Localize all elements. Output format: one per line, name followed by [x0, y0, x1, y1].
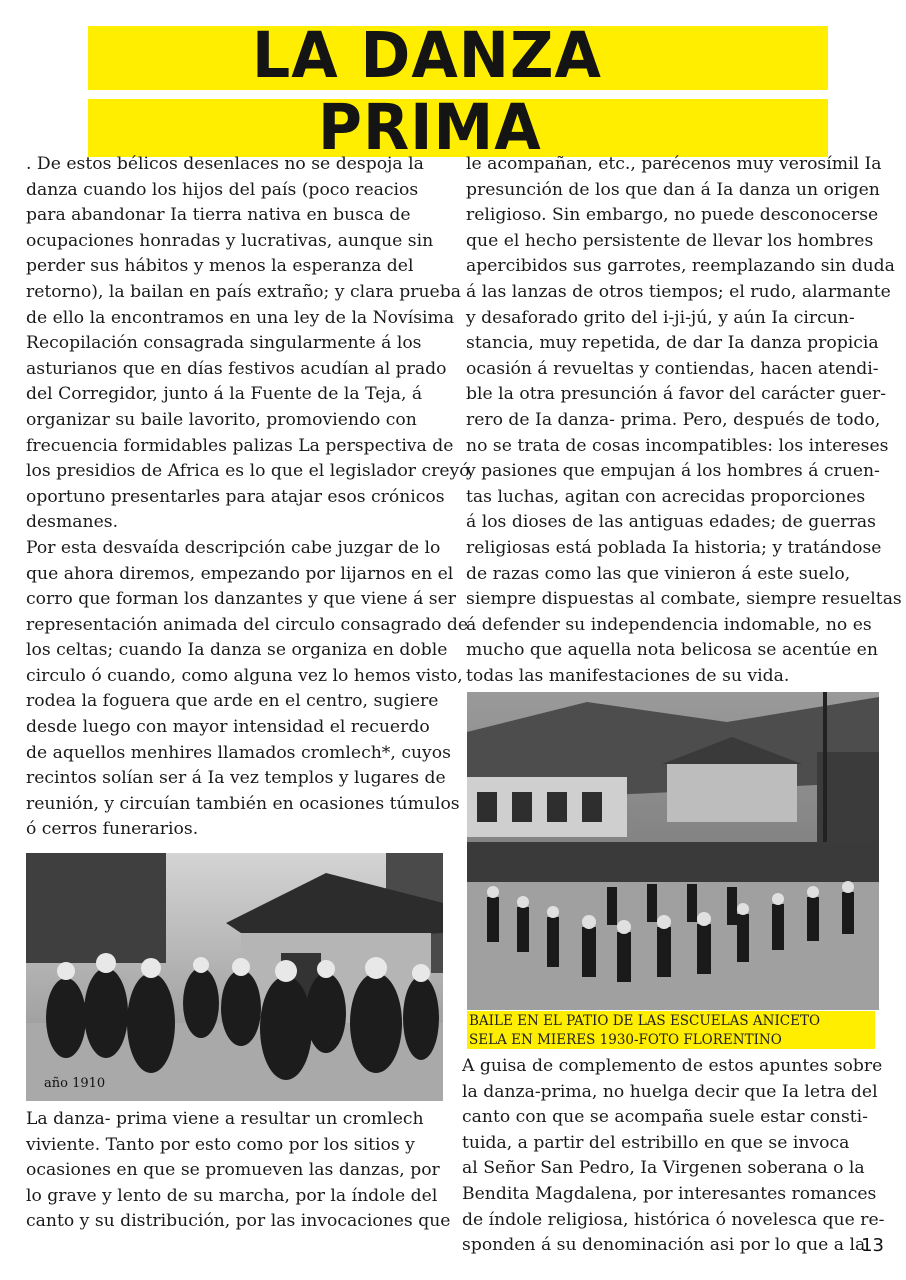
text-line: que ahora diremos, empezando por lijarnos en el — [26, 563, 454, 584]
text-line: . De estos bélicos desenlaces no se despoja la — [26, 154, 424, 174]
text-line: desmanes. — [26, 512, 119, 533]
text-line: ocupaciones honradas y lucrativas, aunque sin — [26, 230, 434, 251]
page-title-line-1: LA DANZA — [252, 19, 602, 93]
right-column-text — [466, 152, 902, 689]
text-line: representación animada del circulo consagrado de — [26, 614, 469, 635]
text-line: Bendita Magdalena, por interesantes romances — [462, 1183, 877, 1204]
text-line: ó cerros funerarios. — [26, 819, 199, 840]
text-line: Recopilación consagrada singularmente á los — [26, 333, 422, 354]
text-line: de ello la encontramos en una ley de la Novísima — [26, 307, 455, 328]
text-line: frecuencia formidables palizas La perspectiva de — [26, 435, 454, 456]
text-line: de índole religiosa, histórica ó novelesca que re- — [462, 1209, 885, 1230]
text-line: La danza- prima viene a resultar un cromlech — [26, 1109, 424, 1129]
photo-caption-line-1: BAILE EN EL PATIO DE LAS ESCUELAS ANICETO — [469, 1013, 821, 1029]
photo-women-dancing-1910 — [26, 853, 443, 1101]
text-line: á las lanzas de otros tiempos; el rudo, alarmante — [466, 281, 891, 302]
text-line: para abandonar Ia tierra nativa en busca de — [26, 205, 411, 226]
text-line: ocasiones en que se promueven las danzas, por — [26, 1160, 440, 1181]
text-line: desde luego con mayor intensidad el recuerdo — [26, 717, 430, 738]
text-line: perder sus hábitos y menos la esperanza del — [26, 256, 414, 277]
text-line: A guisa de complemento de estos apuntes sobre — [462, 1056, 883, 1076]
text-line: oportuno presentarles para atajar esos crónicos — [26, 486, 445, 507]
text-line: presunción de los que dan á Ia danza un origen — [466, 179, 880, 200]
text-line: del Corregidor, junto á la Fuente de la Teja, á — [26, 384, 423, 405]
text-line: reunión, y circuían también en ocasiones túmulos — [26, 793, 460, 814]
photo-year-caption: año 1910 — [44, 1076, 106, 1091]
left-column-text — [26, 152, 470, 843]
text-line: apercibidos sus garrotes, reemplazando sin duda — [466, 256, 895, 277]
text-line: recintos solían ser á Ia vez templos y lugares de — [26, 768, 446, 789]
text-line: religiosas está poblada Ia historia; y tratándose — [466, 537, 882, 558]
text-line: circulo ó cuando, como alguna vez lo hemos visto, — [26, 665, 463, 686]
text-line: stancia, muy repetida, de dar Ia danza propicia — [466, 333, 879, 354]
text-line: tas luchas, agitan con acrecidas proporciones — [466, 486, 866, 507]
text-line: rero de Ia danza- prima. Pero, después de todo, — [466, 409, 881, 430]
text-line: mucho que aquella nota belicosa se acentúe en — [466, 640, 878, 661]
photo-women-dancing-image — [26, 853, 443, 1101]
text-line: siempre dispuestas al combate, siempre resueltas — [466, 589, 902, 610]
text-line: canto y su distribución, por las invocaciones que — [26, 1211, 451, 1232]
text-line: de aquellos menhires llamados cromlech*, cuyos — [26, 742, 451, 763]
text-line: asturianos que en días festivos acudían al prado — [26, 358, 447, 379]
text-line: de razas como las que vinieron á este suelo, — [466, 563, 851, 584]
text-line: organizar su baile lavorito, promoviendo con — [26, 409, 417, 430]
photo-caption-line-2: SELA EN MIERES 1930-FOTO FLORENTINO — [469, 1031, 782, 1048]
text-line: le acompañan, etc., parécenos muy verosímil Ia — [466, 154, 882, 174]
text-line: que el hecho persistente de llevar los hombres — [466, 230, 874, 251]
text-line: danza cuando los hijos del país (poco reacios — [26, 179, 419, 200]
text-line: Por esta desvaída descripción cabe juzgar de lo — [26, 537, 441, 558]
text-line: lo grave y lento de su marcha, por la índole del — [26, 1185, 438, 1206]
text-line: la danza-prima, no huelga decir que Ia letra del — [462, 1081, 878, 1102]
text-line: los celtas; cuando Ia danza se organiza en doble — [26, 640, 448, 661]
text-line: á defender su independencia indomable, no es — [466, 614, 872, 635]
text-line: tuida, a partir del estribillo en que se invoca — [462, 1132, 850, 1153]
text-line: corro que forman los danzantes y que viene á ser — [26, 589, 456, 610]
text-line: rodea la foguera que arde en el centro, sugiere — [26, 691, 439, 712]
text-line: canto con que se acompaña suele estar consti- — [462, 1107, 868, 1128]
right-bottom-column-text — [462, 1054, 885, 1259]
text-line: ocasión á revueltas y contiendas, hacen atendi- — [466, 358, 879, 379]
text-line: retorno), la bailan en país extraño; y clara prueba — [26, 281, 461, 302]
photo-caption-box — [467, 1011, 875, 1049]
text-line: los presidios de Africa es lo que el legislador creyó — [26, 461, 470, 482]
text-line: y desaforado grito del i-ji-jú, y aún Ia circun- — [466, 307, 855, 328]
text-line: viviente. Tanto por esto como por los sitios y — [26, 1134, 415, 1155]
text-line: no se trata de cosas incompatibles: los intereses — [466, 435, 889, 456]
text-line: á los dioses de las antiguas edades; de guerras — [466, 512, 876, 533]
text-line: ble la otra presunción á favor del carácter guer- — [466, 384, 887, 405]
text-line: todas las manifestaciones de su vida. — [466, 665, 790, 686]
page-title-line-2: PRIMA — [318, 91, 542, 165]
photo-school-patio-dance — [467, 692, 879, 1010]
photo-school-patio-image — [467, 692, 879, 1010]
text-line: religioso. Sin embargo, no puede desconocerse — [466, 205, 879, 226]
text-line: y pasiones que empujan á los hombres á cruen- — [466, 461, 880, 482]
left-bottom-column-text — [26, 1107, 456, 1235]
text-line: al Señor San Pedro, Ia Virgenen soberana o la — [462, 1158, 865, 1179]
page-number: 13 — [861, 1235, 884, 1256]
text-line: sponden á su denominación asi por lo que a la — [462, 1235, 866, 1256]
